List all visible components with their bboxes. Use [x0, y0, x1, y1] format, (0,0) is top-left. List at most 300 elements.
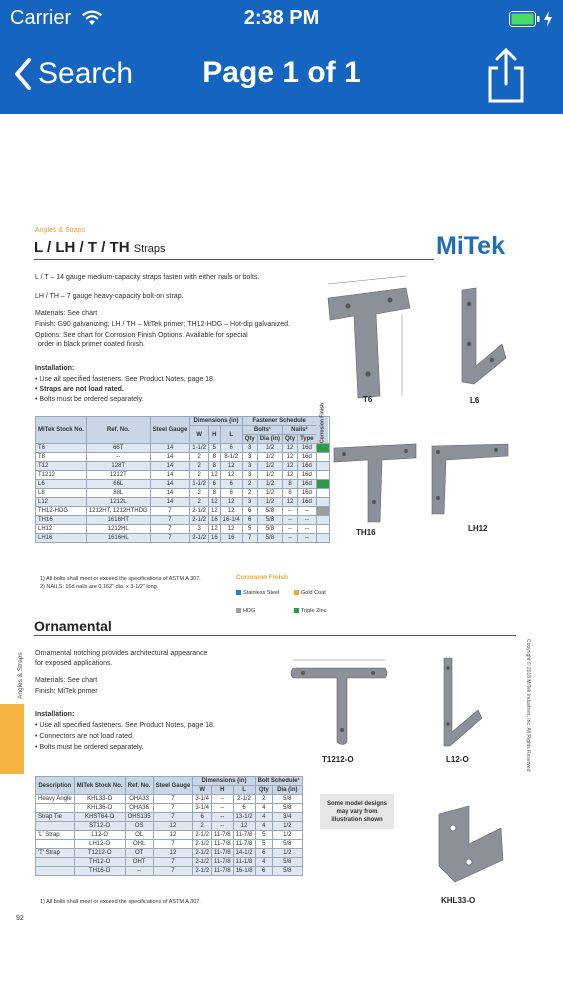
table-cell: OHS135	[125, 813, 153, 822]
table-cell	[36, 858, 75, 867]
table-cell: 12	[283, 462, 298, 471]
table-cell: 8	[220, 489, 242, 498]
table-cell: 1/2	[257, 480, 282, 489]
finish-line: Finish: G90 galvanizing; LH / TH – MiTek primer; TH12-HDG – Hot-dip galvanized.	[35, 321, 290, 328]
table-cell: TH16	[36, 516, 87, 525]
col-stock-no: MiTek Stock No.	[36, 417, 87, 444]
label-l6: L6	[470, 396, 480, 405]
table-cell: 2-1/2	[190, 534, 209, 543]
table-cell: L6	[36, 480, 87, 489]
table-row	[36, 840, 303, 849]
install-line-1: • Use all specified fasteners. See Product Notes, page 18.	[35, 376, 215, 383]
corrosion-swatch	[316, 516, 329, 525]
status-bar	[0, 0, 563, 38]
corrosion-legend	[236, 582, 356, 618]
label-th16: TH16	[356, 528, 376, 537]
section-heading: L / LH / T / TH Straps	[34, 239, 166, 256]
table-cell: OHL	[125, 840, 153, 849]
pdf-page[interactable]	[0, 114, 563, 1000]
table-cell: 12	[208, 498, 220, 507]
col-h: H	[208, 426, 220, 444]
table-cell: 1/2	[257, 498, 282, 507]
table-cell: 3	[242, 471, 257, 480]
table-cell: 3/4	[273, 813, 303, 822]
table-cell: LH12-O	[74, 840, 125, 849]
corrosion-swatch	[316, 498, 329, 507]
table-cell: 8	[283, 489, 298, 498]
table-cell: 11-7/8	[212, 858, 234, 867]
table-cell: 5/8	[273, 867, 303, 876]
l12-o-illustration	[428, 654, 488, 754]
table-cell: L12	[36, 498, 87, 507]
table-cell: 1/2	[257, 489, 282, 498]
table-row	[36, 516, 330, 525]
table-cell: 16d	[298, 498, 317, 507]
table-cell: 5	[255, 840, 272, 849]
legend-label: Triple Zinc	[301, 607, 327, 614]
th16-strap-illustration	[330, 442, 420, 524]
table-cell: 3	[242, 453, 257, 462]
table-cell: 6	[255, 849, 272, 858]
table-cell: 3	[242, 444, 257, 453]
table-row	[36, 831, 303, 840]
table-cell: 14	[150, 462, 190, 471]
khl33-o-illustration	[425, 804, 515, 894]
table-cell: 4	[255, 858, 272, 867]
table-cell: 7	[242, 534, 257, 543]
charging-icon	[543, 11, 553, 27]
table-cell: 7	[153, 795, 193, 804]
col-ref-no: Ref. No.	[86, 417, 150, 444]
label-t6: T6	[363, 395, 373, 404]
table-row	[36, 489, 330, 498]
table-cell: TH12-O	[74, 858, 125, 867]
table-cell: 12	[220, 498, 242, 507]
col-w: W	[190, 426, 209, 444]
table-cell: 14	[150, 453, 190, 462]
table-cell: 1616HT	[86, 516, 150, 525]
table-cell: 2	[190, 471, 209, 480]
ornamental-install-2: • Connectors are not load rated.	[35, 733, 134, 740]
table-cell: 12	[283, 471, 298, 480]
table-cell: 12	[153, 831, 193, 840]
back-label: Search	[38, 57, 134, 90]
table-cell: KHL33-O	[74, 795, 125, 804]
l6-strap-illustration	[440, 284, 510, 394]
table-row	[36, 444, 330, 453]
col-corrosion: Corrosion Finish	[316, 417, 329, 444]
table-cell: Heavy Angle	[36, 795, 75, 804]
table-cell: 11-7/8	[212, 840, 234, 849]
table-cell: 12	[208, 507, 220, 516]
corrosion-swatch	[316, 444, 329, 453]
table-cell: OHT	[125, 858, 153, 867]
table-cell: 11-7/8	[212, 849, 234, 858]
table-cell: 7	[150, 507, 190, 516]
table-cell: 11-7/8	[212, 867, 234, 876]
table-cell: --	[283, 507, 298, 516]
table-cell: 7	[153, 804, 193, 813]
table-cell: OHA36	[125, 804, 153, 813]
navigation-bar	[0, 38, 563, 114]
table-cell: 5/8	[273, 858, 303, 867]
table-cell: 2	[190, 462, 209, 471]
table-cell: T1212-O	[74, 849, 125, 858]
mitek-logo: MiTek	[436, 232, 505, 260]
table-cell: --	[212, 813, 234, 822]
table-cell: 2-1/2	[193, 849, 212, 858]
table-cell: 2	[190, 453, 209, 462]
table-cell: 8	[208, 489, 220, 498]
page-number: 92	[16, 915, 24, 922]
table-cell: --	[283, 525, 298, 534]
table-cell: 6	[255, 867, 272, 876]
table-cell: 6	[193, 813, 212, 822]
legend-swatch	[236, 590, 241, 595]
table-cell: 2	[193, 822, 212, 831]
table-cell: 7	[150, 516, 190, 525]
legend-swatch	[236, 608, 241, 613]
table-cell: OS	[125, 822, 153, 831]
group-bolt-schedule: Bolt Schedule¹	[255, 777, 302, 786]
table-cell: 1/2	[257, 471, 282, 480]
model-note-box: Some model designs may vary from illustration shown	[320, 794, 394, 829]
table-cell: T12	[36, 462, 87, 471]
install-line-2: • Straps are not load rated.	[35, 386, 124, 393]
table-cell: 12	[153, 849, 193, 858]
table-cell: 88L	[86, 489, 150, 498]
table-cell: 16d	[298, 471, 317, 480]
table-row	[36, 858, 303, 867]
table-row	[36, 822, 303, 831]
table-cell: 5/8	[273, 795, 303, 804]
table-row	[36, 849, 303, 858]
col-bolt-dia: Dia (in)	[257, 435, 282, 444]
table-cell: 2-1/2	[193, 867, 212, 876]
ornamental-installation-title: Installation:	[35, 711, 75, 718]
table-cell: 12	[208, 471, 220, 480]
table-cell: 5	[208, 444, 220, 453]
table-cell	[36, 840, 75, 849]
table-cell: 1/2	[273, 849, 303, 858]
table-cell: 7	[153, 813, 193, 822]
table-cell: 3	[190, 525, 209, 534]
table-cell: 5	[242, 525, 257, 534]
table-cell: 1212T	[86, 471, 150, 480]
category-label: Angles & Straps	[35, 227, 86, 234]
table-cell: 3	[242, 462, 257, 471]
table-cell: --	[212, 822, 234, 831]
table-cell: TH16-O	[74, 867, 125, 876]
table-row	[36, 507, 330, 516]
share-icon[interactable]	[484, 46, 528, 104]
table-cell: 5/8	[257, 507, 282, 516]
legend-item	[236, 589, 294, 597]
table-cell: 6	[220, 480, 242, 489]
table-cell: OL	[125, 831, 153, 840]
col-nail-qty: Qty	[283, 435, 298, 444]
table-cell: 16d	[298, 444, 317, 453]
table-cell: 12	[220, 525, 242, 534]
table-cell: ST12-O	[74, 822, 125, 831]
table-cell: 6	[233, 804, 255, 813]
table-cell: --	[125, 867, 153, 876]
table-cell: 1-1/2	[190, 480, 209, 489]
legend-label: Gold Coat	[301, 589, 326, 596]
installation-title: Installation:	[35, 365, 75, 372]
table-cell: 4	[255, 822, 272, 831]
table-cell: 'L' Strap	[36, 831, 75, 840]
table-cell: 2	[242, 489, 257, 498]
table1-footnote-1: 1) All bolts shall meet or exceed the specifications of ASTM A 307.	[40, 576, 201, 582]
intro-line-1: L / T – 14 gauge medium-capacity straps fasten with either nails or bolts.	[35, 274, 260, 281]
table-cell: 5/8	[273, 804, 303, 813]
legend-item	[236, 607, 294, 615]
table-cell: 2	[242, 480, 257, 489]
table-cell: 16d	[298, 453, 317, 462]
table-cell: 1212HL	[86, 525, 150, 534]
table-cell: --	[298, 507, 317, 516]
label-khl33-o: KHL33-O	[441, 896, 476, 905]
straps-spec-table	[35, 403, 330, 543]
group-dimensions: Dimensions (in)	[190, 417, 242, 426]
table2-footnote: 1) All bolts shall meet or exceed the specifications of ASTM A 307.	[40, 899, 201, 905]
table-cell: 12	[283, 453, 298, 462]
legend-swatch	[294, 608, 299, 613]
table-row	[36, 534, 330, 543]
table-cell: L8	[36, 489, 87, 498]
table-cell: 2-1/2	[190, 507, 209, 516]
table-cell: 66T	[86, 444, 150, 453]
table-cell: Strap Tie	[36, 813, 75, 822]
col-h: H	[212, 786, 234, 795]
table-cell: 16	[208, 534, 220, 543]
table-cell: 3-1/4	[193, 804, 212, 813]
table-cell: 12	[153, 822, 193, 831]
label-t1212-o: T1212-O	[322, 755, 354, 764]
corrosion-swatch	[316, 489, 329, 498]
table-cell: 14	[150, 444, 190, 453]
table-cell: KHST64-O	[74, 813, 125, 822]
table-cell: 2-1/2	[233, 795, 255, 804]
table-cell: --	[86, 453, 150, 462]
table-cell: LH12	[36, 525, 87, 534]
table-cell: 1-1/2	[190, 444, 209, 453]
ornamental-spec-table	[35, 776, 303, 876]
corrosion-swatch	[316, 525, 329, 534]
table-cell: 6	[220, 444, 242, 453]
table-cell: 1212HT, 1212HTHDG	[86, 507, 150, 516]
materials-line: Materials: See chart	[35, 310, 98, 317]
table-cell: 8	[283, 480, 298, 489]
table-cell: 12	[208, 525, 220, 534]
table-cell: 13-1/2	[233, 813, 255, 822]
table-cell: 11-7/8	[233, 831, 255, 840]
table-cell: 14	[150, 471, 190, 480]
legend-item	[294, 589, 352, 597]
table-cell: 8	[208, 462, 220, 471]
table-cell: 7	[153, 858, 193, 867]
table-cell: 16	[208, 516, 220, 525]
table-cell: 2-1/2	[193, 831, 212, 840]
table-cell: 7	[150, 534, 190, 543]
table-cell: 1616HL	[86, 534, 150, 543]
table-cell: T6	[36, 444, 87, 453]
legend-swatch	[294, 590, 299, 595]
table-cell: 12	[220, 507, 242, 516]
table-cell: 2	[190, 498, 209, 507]
table-cell: --	[298, 525, 317, 534]
table-cell: 12	[220, 471, 242, 480]
corrosion-swatch	[316, 507, 329, 516]
corrosion-swatch	[316, 453, 329, 462]
table-cell: 66L	[86, 480, 150, 489]
legend-item	[294, 607, 352, 615]
t1212-o-illustration	[285, 654, 395, 754]
t6-strap-illustration	[318, 274, 418, 404]
table-cell: 16-1/8	[233, 867, 255, 876]
table-cell: 11-7/8	[212, 831, 234, 840]
options-line-2: order in black primer coated finish.	[38, 341, 145, 348]
table-cell: 6	[242, 516, 257, 525]
table-cell: 1/2	[257, 462, 282, 471]
col-nail-type: Type	[298, 435, 317, 444]
table-cell	[36, 867, 75, 876]
table-cell: --	[212, 804, 234, 813]
table1-footnote-2: 2) NAILS: 16d nails are 0.162" dia. x 3-1/2" long.	[40, 584, 159, 590]
table-cell: 14-1/2	[233, 849, 255, 858]
group-fastener: Fastener Schedule	[242, 417, 316, 426]
table-cell: 16d	[298, 462, 317, 471]
table-cell: 5/8	[257, 525, 282, 534]
options-line-1: Options: See chart for Corrosion Finish Options. Available for special	[35, 332, 248, 339]
table-cell: 1212L	[86, 498, 150, 507]
group-bolts: Bolts¹	[242, 426, 282, 435]
table-cell: 16	[220, 534, 242, 543]
table-cell: 1/2	[257, 444, 282, 453]
table-cell: --	[298, 534, 317, 543]
corrosion-swatch	[316, 534, 329, 543]
side-tab-orange	[0, 704, 24, 774]
table-cell: 6	[208, 480, 220, 489]
clock: 2:38 PM	[243, 7, 320, 29]
table-cell: --	[283, 534, 298, 543]
copyright-vertical: Copyright © 2018 MiTek Industries, Inc. All Rights Reserved	[525, 639, 531, 772]
table-cell: OHA33	[125, 795, 153, 804]
col-ref-no: Ref. No.	[125, 777, 153, 795]
col-bolt-qty: Qty	[242, 435, 257, 444]
group-dimensions: Dimensions (in)	[193, 777, 255, 786]
col-qty: Qty	[255, 786, 272, 795]
col-w: W	[193, 786, 212, 795]
ornamental-install-3: • Bolts must be ordered separately.	[35, 744, 144, 751]
table-row	[36, 471, 330, 480]
table-row	[36, 804, 303, 813]
table-cell: OT	[125, 849, 153, 858]
table-cell: 5	[255, 831, 272, 840]
table-cell: 14	[150, 480, 190, 489]
table-cell: 12	[283, 444, 298, 453]
ornamental-heading: Ornamental	[34, 618, 112, 634]
group-nails: Nails²	[283, 426, 317, 435]
table-cell: 7	[153, 840, 193, 849]
lh12-strap-illustration	[428, 442, 514, 518]
table-cell: 4	[255, 804, 272, 813]
table-row	[36, 462, 330, 471]
table-cell: 16d	[298, 480, 317, 489]
ornamental-install-1: • Use all specified fasteners. See Product Notes, page 18.	[35, 722, 215, 729]
table-cell: T1212	[36, 471, 87, 480]
corrosion-swatch	[316, 471, 329, 480]
col-description: Description	[36, 777, 75, 795]
table-row	[36, 453, 330, 462]
table-cell: 14	[150, 489, 190, 498]
table-row	[36, 813, 303, 822]
table-cell: 1/2	[273, 831, 303, 840]
table-cell: 2-1/2	[193, 858, 212, 867]
col-stock-no: MiTek Stock No.	[74, 777, 125, 795]
corrosion-swatch	[316, 462, 329, 471]
table-row	[36, 498, 330, 507]
table-cell: 1/2	[273, 822, 303, 831]
table-cell: 3	[242, 498, 257, 507]
ornamental-desc-2: for exposed applications.	[35, 660, 113, 667]
legend-label: HDG	[243, 607, 256, 614]
table-cell: 7	[153, 867, 193, 876]
ornamental-materials: Materials: See chart	[35, 677, 98, 684]
col-dia: Dia (in)	[273, 786, 303, 795]
table-cell: 1/2	[257, 453, 282, 462]
table-row	[36, 525, 330, 534]
heading-rule	[34, 259, 434, 260]
corrosion-swatch	[316, 480, 329, 489]
table-cell: KHL36-O	[74, 804, 125, 813]
table-cell: 8	[208, 453, 220, 462]
install-line-3: • Bolts must be ordered separately.	[35, 396, 144, 403]
battery-icon	[509, 11, 541, 27]
table-cell: 3-1/4	[193, 795, 212, 804]
table-cell: 5/8	[257, 516, 282, 525]
table-cell: 11-7/8	[233, 840, 255, 849]
ornamental-table-body	[36, 795, 303, 876]
table-cell: 2-1/2	[193, 840, 212, 849]
table-cell: 2	[190, 489, 209, 498]
table-cell: --	[283, 516, 298, 525]
table-cell: 4	[255, 813, 272, 822]
table-cell: 16-1/4	[220, 516, 242, 525]
table-cell: TH12-HDG	[36, 507, 87, 516]
table-cell: 2	[255, 795, 272, 804]
table-cell: --	[212, 795, 234, 804]
table-cell: L12-O	[74, 831, 125, 840]
legend-label: Stainless Steel	[243, 589, 280, 596]
label-l12-o: L12-O	[446, 755, 469, 764]
ornamental-desc-1: Ornamental notching provides architectural appearance	[35, 650, 208, 657]
table-cell: 6	[242, 507, 257, 516]
intro-line-2: LH / TH – 7 gauge heavy-capacity bolt-on strap.	[35, 293, 184, 300]
table-cell: T8	[36, 453, 87, 462]
table-row	[36, 867, 303, 876]
table-cell: LH16	[36, 534, 87, 543]
table-cell: 8-1/2	[220, 453, 242, 462]
table-cell: 7	[150, 525, 190, 534]
table-cell	[36, 804, 75, 813]
table-cell: 5/8	[257, 534, 282, 543]
col-steel-gauge: Steel Gauge	[153, 777, 193, 795]
label-lh12: LH12	[468, 524, 488, 533]
table-cell: 14	[150, 498, 190, 507]
table-cell: 5/8	[273, 840, 303, 849]
